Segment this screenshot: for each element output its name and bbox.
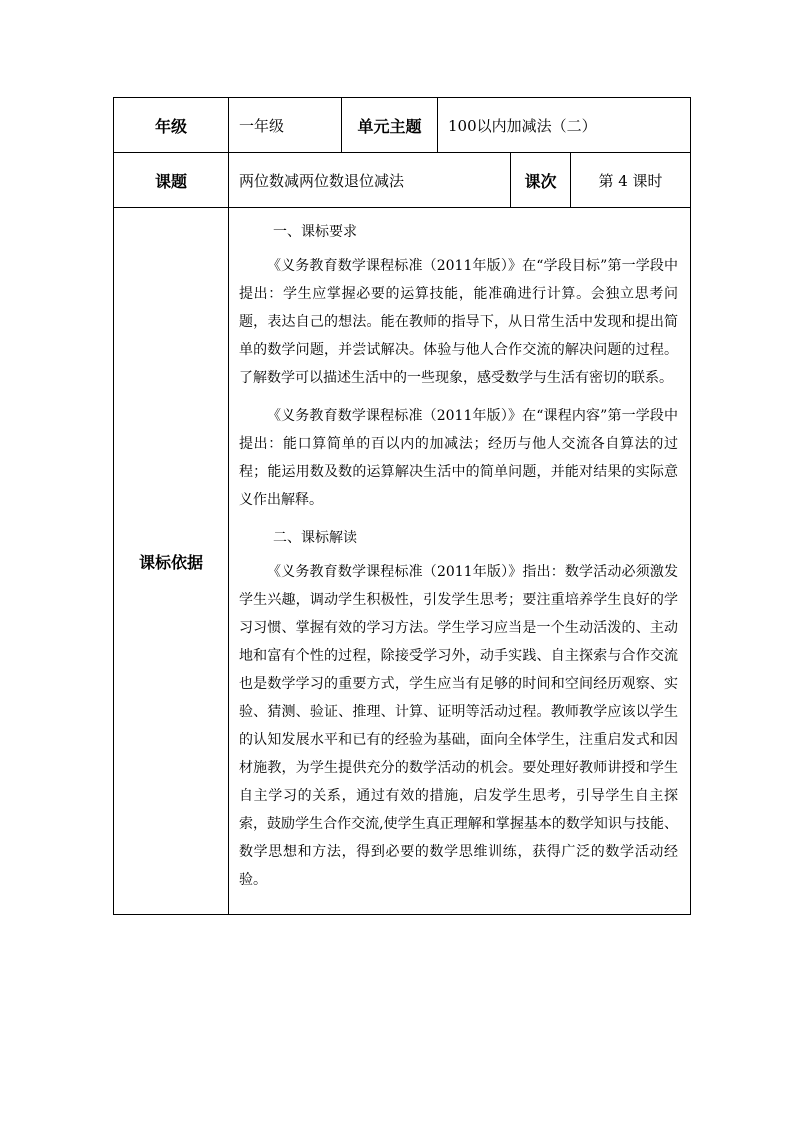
grade-label: 年级 bbox=[114, 98, 229, 153]
lesson-value: 第 4 课时 bbox=[571, 153, 691, 208]
section1-paragraph: 《义务教育数学课程标准（2011年版）》在“学段目标”第一学段中提出：学生应掌握必要的运算技能，能准确进行计算。会独立思考问题，表达自己的想法。能在教师的指导下，从日常生活中发现和提出简单的数学问题，并尝试解决。体验与他人合作交流的解决问题的过程。了解数学可以描述生活中的一些现象，感受数学与生活有密切的联系。 bbox=[239, 258, 679, 386]
topic-label: 课题 bbox=[114, 153, 229, 208]
section1-paragraph: 《义务教育数学课程标准（2011年版）》在“课程内容”第一学段中提出：能口算简单的百以内的加减法；经历与他人交流各自算法的过程；能运用数及数的运算解决生活中的简单问题，并能对结果的实际意义作出解释。 bbox=[239, 408, 679, 508]
unit-value: 100以内加减法（二） bbox=[438, 98, 691, 153]
grade-row bbox=[114, 98, 691, 153]
basis-label: 课标依据 bbox=[114, 208, 229, 915]
section2-heading: 二、课标解读 bbox=[273, 530, 357, 546]
section1-heading: 一、课标要求 bbox=[273, 224, 357, 240]
basis-content bbox=[229, 208, 691, 915]
grade-value: 一年级 bbox=[229, 98, 342, 153]
topic-value: 两位数减两位数退位减法 bbox=[229, 153, 511, 208]
unit-label: 单元主题 bbox=[342, 98, 438, 153]
section2-paragraph: 《义务教育数学课程标准（2011年版）》指出：数学活动必须激发学生兴趣，调动学生积极性，引发学生思考；要注重培养学生良好的学习习惯、掌握有效的学习方法。学生学习应当是一个生动活泼的、主动地和富有个性的过程，除接受学习外，动手实践、自主探索与合作交流也是数学学习的重要方式，学生应当有足够的时间和空间经历观察、实验、猜测、验证、推理、计算、证明等活动过程。教师教学应该以学生的认知发展水平和已有的经验为基础，面向全体学生，注重启发式和因材施教，为学生提供充分的数学活动的机会。要处理好教师讲授和学生自主学习的关系，通过有效的措施，启发学生思考，引导学生自主探索，鼓励学生合作交流,使学生真正理解和掌握基本的数学知识与技能、数学思想和方法，得到必要的数学思维训练，获得广泛的数学活动经验。 bbox=[239, 564, 679, 888]
lesson-plan-table bbox=[113, 97, 691, 915]
topic-row bbox=[114, 153, 691, 208]
lesson-label: 课次 bbox=[511, 153, 571, 208]
basis-row bbox=[114, 208, 691, 915]
